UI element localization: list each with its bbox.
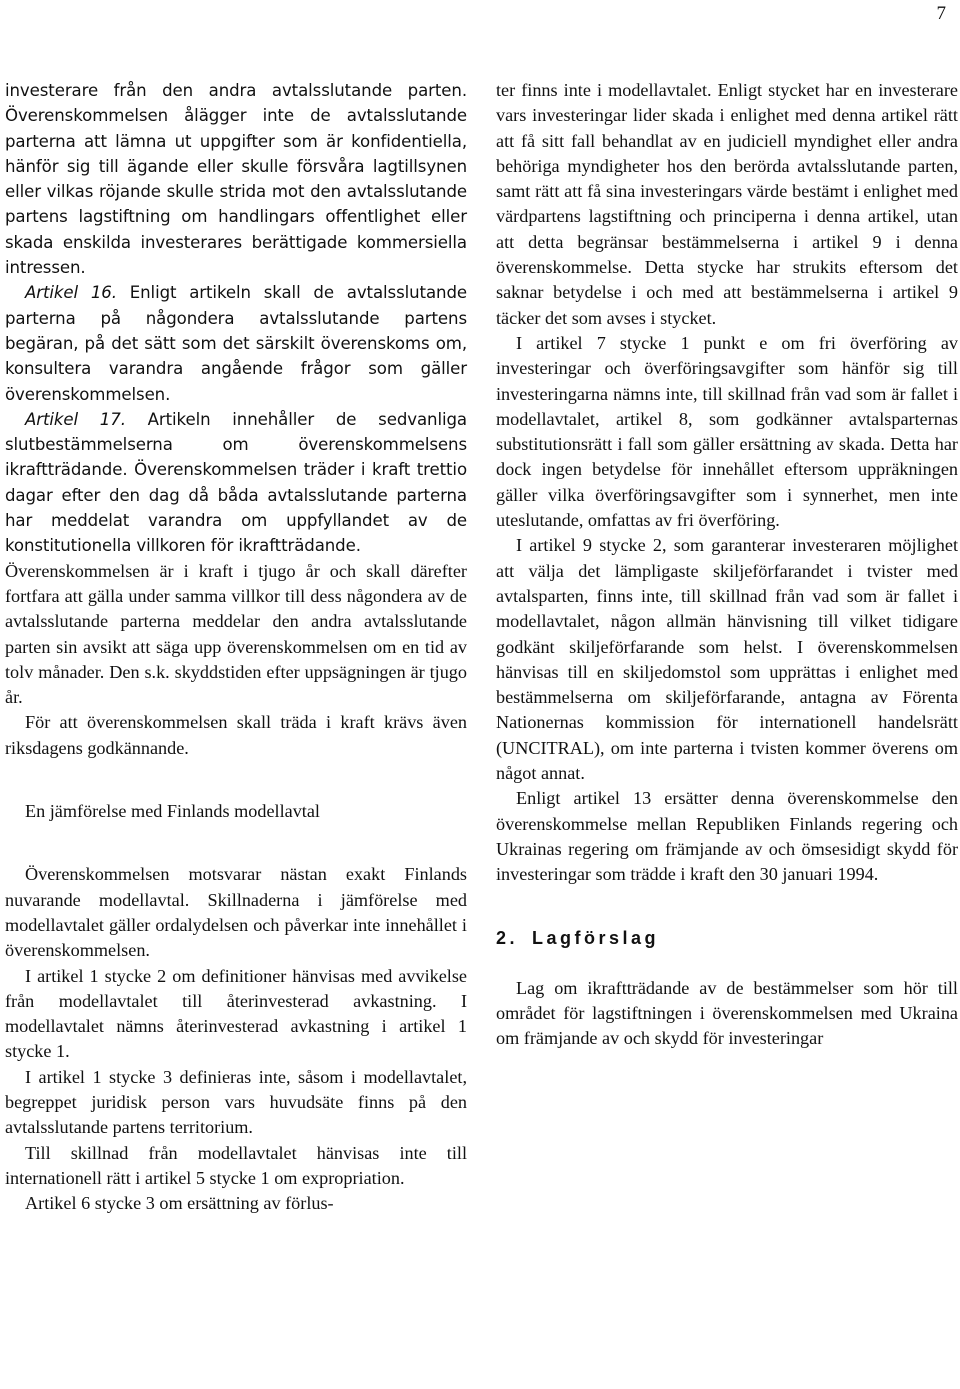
comparison-heading: En jämförelse med Finlands modellavtal bbox=[25, 801, 320, 822]
paragraph-comparison-5: Artikel 6 stycke 3 om ersättning av förlus- bbox=[25, 1193, 334, 1214]
spacer bbox=[5, 824, 467, 862]
paragraph-article-16 bbox=[5, 280, 467, 406]
section-title: Lagförslag bbox=[532, 927, 660, 948]
article-16-text: Enligt artikeln skall de avtalsslutande parterna på någondera avtalsslutande partens begäran, på det sätt som det särskilt överenskoms om, konsultera varandra angående frågor som gäller överenskommelsen. bbox=[5, 283, 467, 404]
paragraph-article-13: Enligt artikel 13 ersätter denna överenskommelse den överenskommelse mellan Republiken Finlands regering och Ukrainas regering om främjande av och ömsesidigt skydd för investeringar som trädde i kraft den 30 januari 1994. bbox=[496, 788, 958, 885]
paragraph-riksdag: För att överenskommelsen skall träda i kraft krävs även riksdagens godkännande. bbox=[5, 712, 467, 758]
paragraph-article-7: I artikel 7 stycke 1 punkt e om fri överföring av investeringar och överföringsavgifter som hänför sig till investeringarna nämns inte, till skillnad från vad som är fallet i modellavtalet, artikel 8, som godkänner avtalsparternas substitutionsrätt i fall som gäller ersättning av skada. Detta har dock ingen betydelse för innehållet eftersom uppräkningen gäller vilka överföringsavgifter som i synnerhet, men inte uteslutande, omfattas av fri överföring. bbox=[496, 332, 958, 531]
paragraph-comparison-1: Överenskommelsen motsvarar nästan exakt Finlands nuvarande modellavtal. Skillnaderna i jämförelse med modellavtalet gäller ordalydelsen och påverkar inte innehållet i överenskommelsen. bbox=[5, 864, 467, 961]
section-heading bbox=[496, 926, 958, 951]
article-17-label: Artikel 17. bbox=[25, 409, 126, 429]
paragraph-article-6-continued: ter finns inte i modellavtalet. Enligt stycket har en investerare vars investeringar lider skada i enlighet med denna artikel rätt att få sitt fall behandlat av en judiciell myndighet eller andra behöriga myndigheter hos den berörda avtalsslutande parten, samt rätt att få sina investeringars värde bestämt i enlighet med värdpartens lagstiftning och principerna i denna artikel, utan att detta begränsar bestämmelserna i artikel 9 i denna överenskommelse. Detta stycke har strukits eftersom det saknar betydelse i och med att bestämmelserna i artikel 9 täcker det som avses i stycket. bbox=[496, 80, 958, 328]
paragraph-comparison-2: I artikel 1 stycke 2 om definitioner hänvisas med avvikelse från modellavtalet till återinvesterad avkastning. I modellavtalet nämns återinvesterad avkastning i artikel 1 stycke 1. bbox=[5, 965, 467, 1062]
right-column bbox=[496, 78, 958, 1052]
paragraph-duration: Överenskommelsen är i kraft i tjugo år och skall därefter fortfara att gälla under samma villkor till dess någondera av de avtalsslutande parterna meddelar den andra avtalsslutande parten sin avsikt att säga upp överenskommelsen om en tid av tolv månader. Den s.k. skyddstiden efter uppsägningen är tjugo år. bbox=[5, 560, 467, 708]
article-16-label: Artikel 16. bbox=[25, 283, 117, 303]
paragraph-article-9: I artikel 9 stycke 2, som garanterar investeraren möjlighet att välja det lämpligaste skiljeförfarandet i tvister med avtalsparten, finns inte, till skillnad från vad som är fallet i modellavtalet, någon allmän hänvisning till vilket tidigare godkänt skiljeförfarande som helst. I överenskommelsen hänvisas till en skiljedomstol som upprättas i enlighet med bestämmelserna om skiljeförfarande, antagna av Förenta Nationernas kommission för internationell handelsrätt (UNCITRAL), om inte parterna i tvisten kommer överens om något annat. bbox=[496, 535, 958, 784]
article-17-text: Artikeln innehåller de sedvanliga slutbestämmelserna om överenskommelsens ikraftträdande. Överenskommelsen träder i kraft trettio dagar efter den dag då båda avtalsslutande parterna har meddelat varandra om uppfyllandet av de konstitutionella villkoren för ikraftträdande. bbox=[5, 409, 467, 556]
section-number: 2. bbox=[496, 927, 519, 948]
paragraph-fragment: Överenskommelsen ålägger inte de avtalsslutande parterna att lämna ut uppgifter som är konfidentiella, hänför sig till ägande eller skulle försvåra lagtillsynen eller vilkas röjande skulle strida mot den avtalsslutande partens lagstiftning om handlingars offentlighet eller skada enskilda investerares berättigade kommersiella intressen. bbox=[5, 106, 467, 278]
paragraph-fragment: investerare från den andra avtalsslutande parten. bbox=[5, 81, 467, 100]
spacer bbox=[496, 888, 958, 926]
paragraph-article-17 bbox=[5, 407, 467, 559]
paragraph-confidentiality bbox=[5, 78, 467, 280]
paragraph-comparison-3: I artikel 1 stycke 3 definieras inte, såsom i modellavtalet, begreppet juridisk person vars huvudsäte finns på den avtalsslutande partens territorium. bbox=[5, 1066, 467, 1138]
spacer bbox=[496, 951, 958, 976]
left-column bbox=[5, 78, 467, 1216]
paragraph-comparison-4: Till skillnad från modellavtalet hänvisas inte till internationell rätt i artikel 5 stycke 1 om expropriation. bbox=[5, 1142, 467, 1188]
spacer bbox=[5, 761, 467, 799]
page-number: 7 bbox=[936, 3, 946, 24]
law-proposal-title: Lag om ikraftträdande av de bestämmelser som hör till området för lagstiftningen i överenskommelsen med Ukraina om främjande av och skydd för investeringar bbox=[496, 977, 958, 1049]
